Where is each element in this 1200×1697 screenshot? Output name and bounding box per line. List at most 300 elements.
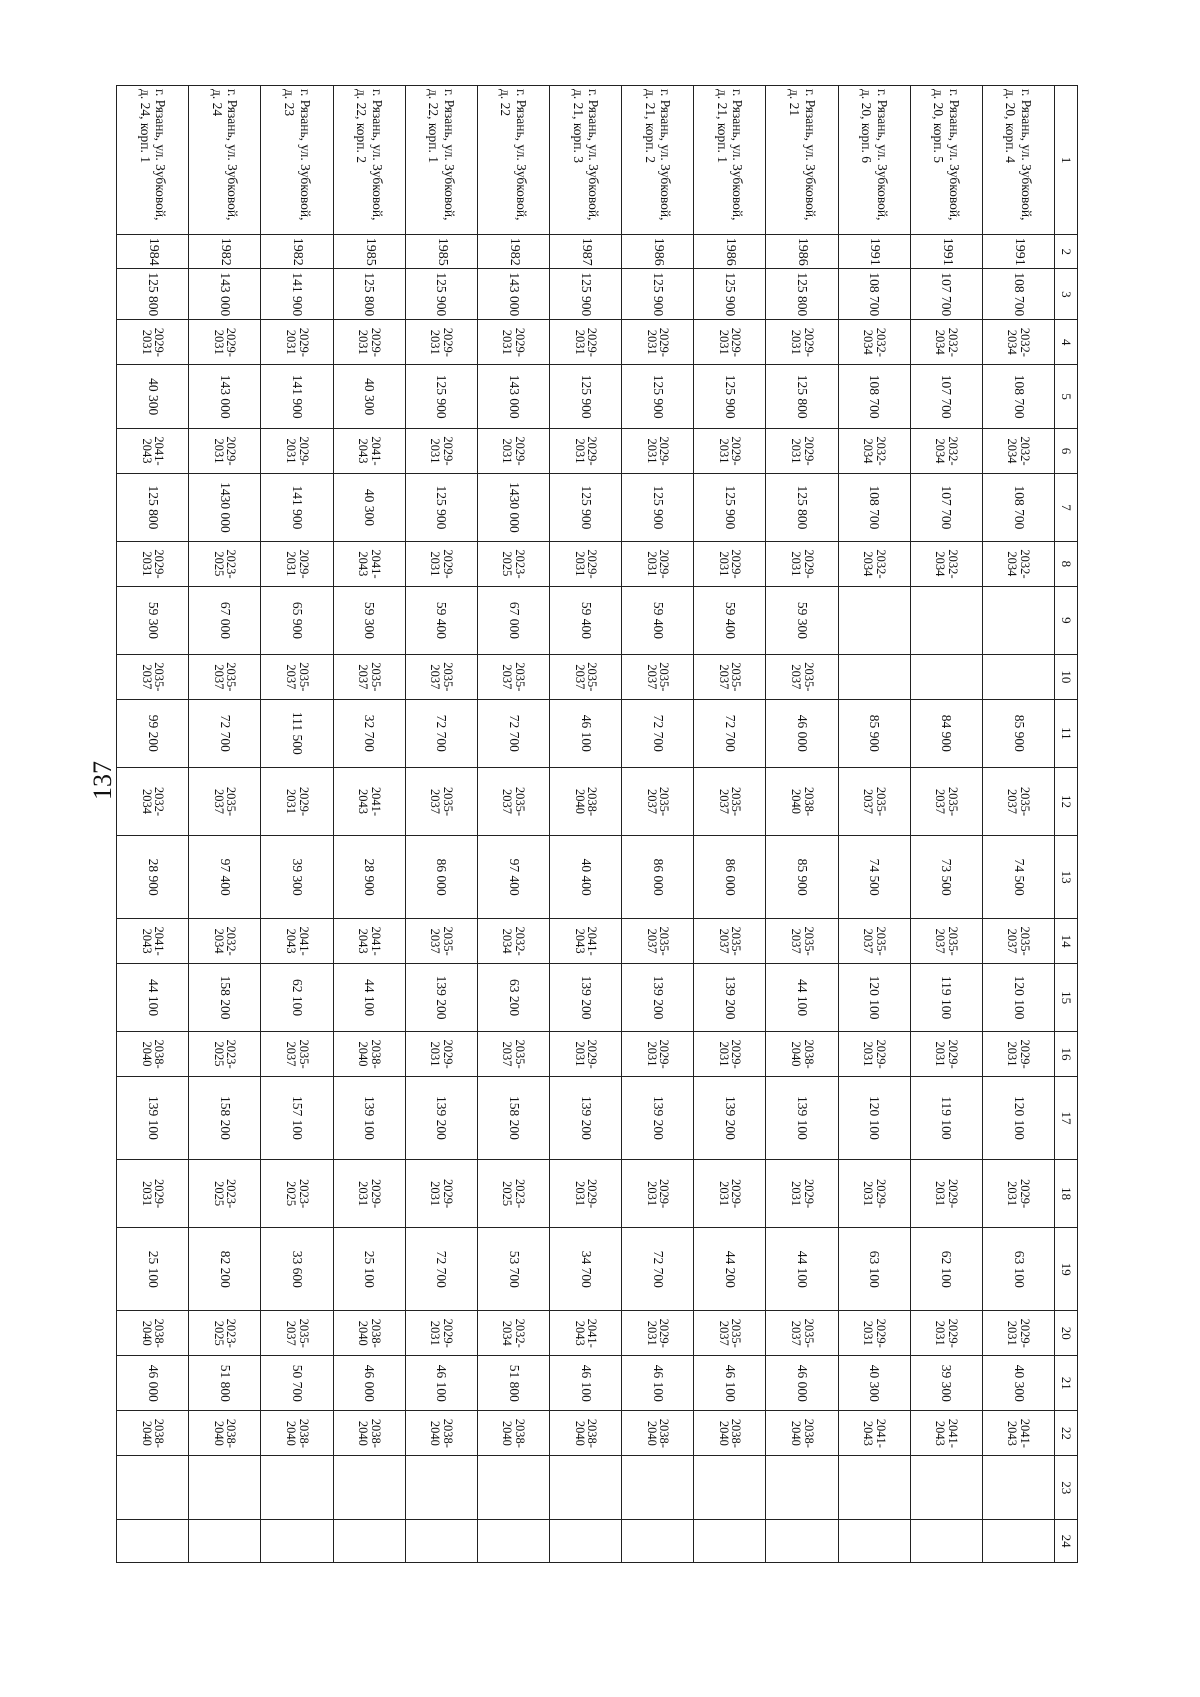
- period-cell: 2029- 2031: [405, 429, 477, 474]
- period-cell: 2035- 2037: [982, 919, 1054, 964]
- empty-cell: [766, 1456, 838, 1520]
- address-cell: г. Рязань, ул. Зубковой, д. 21, корп. 3: [550, 86, 622, 235]
- empty-cell: [477, 1520, 549, 1563]
- cost-cell: 59 400: [694, 586, 766, 654]
- period-cell: 2023- 2025: [261, 1160, 333, 1228]
- cost-cell: 74 500: [838, 836, 910, 919]
- empty-cell: [261, 1456, 333, 1520]
- period-cell: 2029- 2031: [910, 1160, 982, 1228]
- year-built-cell: 1982: [261, 235, 333, 269]
- period-cell: 2029- 2031: [622, 1160, 694, 1228]
- cost-cell: 40 300: [838, 1356, 910, 1411]
- period-cell: 2035- 2037: [261, 1032, 333, 1077]
- table-header-row: [1055, 86, 1078, 1563]
- period-cell: 2035- 2037: [766, 654, 838, 699]
- period-cell: 2032- 2034: [838, 429, 910, 474]
- period-cell: 2029- 2031: [405, 1311, 477, 1356]
- empty-cell: [982, 654, 1054, 699]
- cost-cell: 125 900: [405, 365, 477, 429]
- period-cell: 2032- 2034: [910, 320, 982, 365]
- period-cell: 2029- 2031: [694, 429, 766, 474]
- address-cell: г. Рязань, ул. Зубковой, д. 24: [189, 86, 261, 235]
- cost-cell: 72 700: [405, 699, 477, 767]
- column-header: 11: [1055, 699, 1078, 767]
- cost-cell: 28 900: [117, 836, 189, 919]
- cost-cell: 139 200: [694, 963, 766, 1031]
- period-cell: 2032- 2034: [910, 429, 982, 474]
- cost-cell: 46 100: [694, 1356, 766, 1411]
- cost-cell: 46 100: [550, 1356, 622, 1411]
- cost-cell: 125 800: [333, 269, 405, 320]
- period-cell: 2035- 2037: [405, 654, 477, 699]
- period-cell: 2035- 2037: [405, 767, 477, 835]
- period-cell: 2038- 2040: [261, 1411, 333, 1456]
- cost-cell: 25 100: [117, 1228, 189, 1311]
- period-cell: 2041- 2043: [333, 767, 405, 835]
- cost-cell: 125 800: [766, 473, 838, 541]
- address-cell: г. Рязань, ул. Зубковой, д. 22: [477, 86, 549, 235]
- period-cell: 2041- 2043: [910, 1411, 982, 1456]
- cost-cell: 139 200: [622, 963, 694, 1031]
- period-cell: 2035- 2037: [838, 919, 910, 964]
- cost-cell: 125 900: [405, 269, 477, 320]
- cost-cell: 108 700: [982, 365, 1054, 429]
- cost-cell: 67 000: [189, 586, 261, 654]
- cost-cell: 25 100: [333, 1228, 405, 1311]
- period-cell: 2035- 2037: [694, 919, 766, 964]
- cost-cell: 44 100: [333, 963, 405, 1031]
- table-row: [550, 86, 622, 1563]
- address-cell: г. Рязань, ул. Зубковой, д. 21, корп. 1: [694, 86, 766, 235]
- column-header: 14: [1055, 919, 1078, 964]
- empty-cell: [550, 1456, 622, 1520]
- period-cell: 2029- 2031: [910, 1032, 982, 1077]
- period-cell: 2035- 2037: [622, 654, 694, 699]
- cost-cell: 40 300: [333, 365, 405, 429]
- empty-cell: [910, 586, 982, 654]
- period-cell: 2023- 2025: [189, 1311, 261, 1356]
- period-cell: 2029- 2031: [838, 1032, 910, 1077]
- period-cell: 2038- 2040: [766, 1411, 838, 1456]
- period-cell: 2038- 2040: [333, 1032, 405, 1077]
- column-header: 10: [1055, 654, 1078, 699]
- period-cell: 2038- 2040: [766, 1032, 838, 1077]
- empty-cell: [694, 1520, 766, 1563]
- cost-cell: 40 400: [550, 836, 622, 919]
- period-cell: 2029- 2031: [189, 429, 261, 474]
- period-cell: 2023- 2025: [189, 1032, 261, 1077]
- period-cell: 2038- 2040: [766, 767, 838, 835]
- cost-cell: 59 400: [405, 586, 477, 654]
- cost-cell: 72 700: [694, 699, 766, 767]
- table-row: [694, 86, 766, 1563]
- cost-cell: 139 100: [766, 1076, 838, 1159]
- period-cell: 2035- 2037: [189, 654, 261, 699]
- cost-cell: 97 400: [477, 836, 549, 919]
- period-cell: 2029- 2031: [550, 1032, 622, 1077]
- column-header: 20: [1055, 1311, 1078, 1356]
- empty-cell: [982, 1520, 1054, 1563]
- period-cell: 2035- 2037: [477, 767, 549, 835]
- column-header: 13: [1055, 836, 1078, 919]
- column-header: 12: [1055, 767, 1078, 835]
- period-cell: 2038- 2040: [405, 1411, 477, 1456]
- cost-cell: 44 200: [694, 1228, 766, 1311]
- period-cell: 2029- 2031: [405, 320, 477, 365]
- address-cell: г. Рязань, ул. Зубковой, д. 23: [261, 86, 333, 235]
- period-cell: 2029- 2031: [550, 542, 622, 587]
- period-cell: 2032- 2034: [910, 542, 982, 587]
- period-cell: 2038- 2040: [550, 767, 622, 835]
- period-cell: 2035- 2037: [333, 654, 405, 699]
- address-cell: г. Рязань, ул. Зубковой, д. 22, корп. 2: [333, 86, 405, 235]
- empty-cell: [838, 1456, 910, 1520]
- address-cell: г. Рязань, ул. Зубковой, д. 20, корп. 6: [838, 86, 910, 235]
- period-cell: 2029- 2031: [261, 429, 333, 474]
- year-built-cell: 1987: [550, 235, 622, 269]
- cost-cell: 62 100: [910, 1228, 982, 1311]
- period-cell: 2035- 2037: [261, 1311, 333, 1356]
- cost-cell: 139 200: [694, 1076, 766, 1159]
- period-cell: 2029- 2031: [622, 1032, 694, 1077]
- cost-cell: 82 200: [189, 1228, 261, 1311]
- period-cell: 2035- 2037: [405, 919, 477, 964]
- period-cell: 2023- 2025: [477, 1160, 549, 1228]
- year-built-cell: 1982: [477, 235, 549, 269]
- address-cell: г. Рязань, ул. Зубковой, д. 21, корп. 2: [622, 86, 694, 235]
- cost-cell: 125 900: [405, 473, 477, 541]
- period-cell: 2041- 2043: [261, 919, 333, 964]
- cost-cell: 33 600: [261, 1228, 333, 1311]
- period-cell: 2029- 2031: [622, 1311, 694, 1356]
- empty-cell: [766, 1520, 838, 1563]
- period-cell: 2032- 2034: [982, 542, 1054, 587]
- period-cell: 2029- 2031: [694, 1160, 766, 1228]
- period-cell: 2041- 2043: [550, 1311, 622, 1356]
- column-header: 6: [1055, 429, 1078, 474]
- period-cell: 2038- 2040: [622, 1411, 694, 1456]
- period-cell: 2029- 2031: [694, 1032, 766, 1077]
- empty-cell: [550, 1520, 622, 1563]
- empty-cell: [982, 1456, 1054, 1520]
- period-cell: 2038- 2040: [189, 1411, 261, 1456]
- period-cell: 2029- 2031: [261, 542, 333, 587]
- cost-cell: 1430 000: [189, 473, 261, 541]
- period-cell: 2029- 2031: [622, 542, 694, 587]
- cost-cell: 46 100: [550, 699, 622, 767]
- cost-cell: 108 700: [838, 365, 910, 429]
- period-cell: 2029- 2031: [982, 1311, 1054, 1356]
- cost-cell: 107 700: [910, 269, 982, 320]
- cost-cell: 63 100: [838, 1228, 910, 1311]
- period-cell: 2032- 2034: [117, 767, 189, 835]
- period-cell: 2029- 2031: [477, 429, 549, 474]
- period-cell: 2038- 2040: [117, 1032, 189, 1077]
- cost-cell: 67 000: [477, 586, 549, 654]
- cost-cell: 119 100: [910, 963, 982, 1031]
- period-cell: 2041- 2043: [333, 919, 405, 964]
- year-built-cell: 1986: [694, 235, 766, 269]
- year-built-cell: 1986: [622, 235, 694, 269]
- cost-cell: 120 100: [982, 963, 1054, 1031]
- table-row: [982, 86, 1054, 1563]
- period-cell: 2029- 2031: [550, 320, 622, 365]
- table-row: [261, 86, 333, 1563]
- period-cell: 2023- 2025: [477, 542, 549, 587]
- cost-cell: 74 500: [982, 836, 1054, 919]
- cost-cell: 51 800: [189, 1356, 261, 1411]
- cost-cell: 111 500: [261, 699, 333, 767]
- cost-cell: 72 700: [405, 1228, 477, 1311]
- cost-cell: 44 100: [766, 1228, 838, 1311]
- period-cell: 2035- 2037: [189, 767, 261, 835]
- column-header: 3: [1055, 269, 1078, 320]
- cost-cell: 120 100: [982, 1076, 1054, 1159]
- period-cell: 2029- 2031: [982, 1032, 1054, 1077]
- column-header: 8: [1055, 542, 1078, 587]
- cost-cell: 125 900: [694, 365, 766, 429]
- address-cell: г. Рязань, ул. Зубковой, д. 21: [766, 86, 838, 235]
- year-built-cell: 1985: [405, 235, 477, 269]
- cost-cell: 108 700: [838, 473, 910, 541]
- cost-cell: 53 700: [477, 1228, 549, 1311]
- period-cell: 2029- 2031: [261, 320, 333, 365]
- period-cell: 2041- 2043: [333, 429, 405, 474]
- cost-cell: 139 100: [117, 1076, 189, 1159]
- period-cell: 2041- 2043: [550, 919, 622, 964]
- period-cell: 2035- 2037: [550, 654, 622, 699]
- cost-cell: 72 700: [189, 699, 261, 767]
- cost-cell: 108 700: [838, 269, 910, 320]
- cost-cell: 59 400: [550, 586, 622, 654]
- table-row: [477, 86, 549, 1563]
- cost-cell: 97 400: [189, 836, 261, 919]
- cost-cell: 59 400: [622, 586, 694, 654]
- empty-cell: [261, 1520, 333, 1563]
- period-cell: 2041- 2043: [838, 1411, 910, 1456]
- table-row: [117, 86, 189, 1563]
- cost-cell: 73 500: [910, 836, 982, 919]
- cost-cell: 85 900: [982, 699, 1054, 767]
- column-header: 16: [1055, 1032, 1078, 1077]
- cost-cell: 125 900: [694, 473, 766, 541]
- period-cell: 2041- 2043: [117, 919, 189, 964]
- period-cell: 2038- 2040: [117, 1311, 189, 1356]
- cost-cell: 120 100: [838, 963, 910, 1031]
- period-cell: 2029- 2031: [261, 767, 333, 835]
- period-cell: 2029- 2031: [333, 1160, 405, 1228]
- table-row: [766, 86, 838, 1563]
- empty-cell: [405, 1520, 477, 1563]
- capital-repair-table: [116, 85, 1078, 1563]
- empty-cell: [333, 1520, 405, 1563]
- period-cell: 2032- 2034: [189, 919, 261, 964]
- cost-cell: 39 300: [910, 1356, 982, 1411]
- cost-cell: 62 100: [261, 963, 333, 1031]
- cost-cell: 125 900: [694, 269, 766, 320]
- empty-cell: [477, 1456, 549, 1520]
- year-built-cell: 1991: [982, 235, 1054, 269]
- address-cell: г. Рязань, ул. Зубковой, д. 24, корп. 1: [117, 86, 189, 235]
- period-cell: 2035- 2037: [838, 767, 910, 835]
- cost-cell: 99 200: [117, 699, 189, 767]
- period-cell: 2035- 2037: [622, 919, 694, 964]
- empty-cell: [117, 1520, 189, 1563]
- column-header: 1: [1055, 86, 1078, 235]
- cost-cell: 125 800: [117, 473, 189, 541]
- period-cell: 2029- 2031: [550, 429, 622, 474]
- period-cell: 2029- 2031: [117, 542, 189, 587]
- cost-cell: 158 200: [189, 1076, 261, 1159]
- cost-cell: 46 000: [766, 1356, 838, 1411]
- period-cell: 2035- 2037: [766, 1311, 838, 1356]
- column-header: 19: [1055, 1228, 1078, 1311]
- period-cell: 2029- 2031: [982, 1160, 1054, 1228]
- period-cell: 2029- 2031: [622, 429, 694, 474]
- cost-cell: 139 200: [405, 1076, 477, 1159]
- empty-cell: [982, 586, 1054, 654]
- cost-cell: 86 000: [405, 836, 477, 919]
- cost-cell: 158 200: [189, 963, 261, 1031]
- period-cell: 2029- 2031: [694, 320, 766, 365]
- period-cell: 2035- 2037: [694, 767, 766, 835]
- period-cell: 2029- 2031: [694, 542, 766, 587]
- period-cell: 2041- 2043: [117, 429, 189, 474]
- period-cell: 2029- 2031: [622, 320, 694, 365]
- empty-cell: [910, 1456, 982, 1520]
- year-built-cell: 1985: [333, 235, 405, 269]
- column-header: 24: [1055, 1520, 1078, 1563]
- period-cell: 2029- 2031: [766, 542, 838, 587]
- period-cell: 2041- 2043: [982, 1411, 1054, 1456]
- cost-cell: 44 100: [766, 963, 838, 1031]
- period-cell: 2029- 2031: [838, 1160, 910, 1228]
- period-cell: 2029- 2031: [405, 1160, 477, 1228]
- cost-cell: 125 900: [550, 269, 622, 320]
- cost-cell: 86 000: [622, 836, 694, 919]
- period-cell: 2032- 2034: [982, 320, 1054, 365]
- cost-cell: 143 000: [189, 269, 261, 320]
- period-cell: 2029- 2031: [189, 320, 261, 365]
- period-cell: 2035- 2037: [622, 767, 694, 835]
- period-cell: 2035- 2037: [477, 654, 549, 699]
- period-cell: 2038- 2040: [333, 1411, 405, 1456]
- rotated-table-wrapper: [116, 85, 1078, 1563]
- empty-cell: [838, 654, 910, 699]
- empty-cell: [189, 1520, 261, 1563]
- year-built-cell: 1991: [910, 235, 982, 269]
- cost-cell: 125 800: [766, 365, 838, 429]
- empty-cell: [838, 1520, 910, 1563]
- table-row: [333, 86, 405, 1563]
- table-row: [910, 86, 982, 1563]
- column-header: 17: [1055, 1076, 1078, 1159]
- column-header: 23: [1055, 1456, 1078, 1520]
- period-cell: 2029- 2031: [117, 1160, 189, 1228]
- cost-cell: 139 200: [405, 963, 477, 1031]
- cost-cell: 143 000: [477, 269, 549, 320]
- period-cell: 2035- 2037: [477, 1032, 549, 1077]
- cost-cell: 125 900: [622, 473, 694, 541]
- period-cell: 2029- 2031: [117, 320, 189, 365]
- cost-cell: 72 700: [477, 699, 549, 767]
- cost-cell: 125 900: [622, 365, 694, 429]
- year-built-cell: 1984: [117, 235, 189, 269]
- cost-cell: 46 100: [622, 1356, 694, 1411]
- cost-cell: 65 900: [261, 586, 333, 654]
- period-cell: 2038- 2040: [117, 1411, 189, 1456]
- cost-cell: 141 900: [261, 365, 333, 429]
- cost-cell: 59 300: [117, 586, 189, 654]
- table-row: [405, 86, 477, 1563]
- cost-cell: 125 800: [117, 269, 189, 320]
- period-cell: 2032- 2034: [838, 320, 910, 365]
- cost-cell: 125 900: [622, 269, 694, 320]
- table-body: [117, 86, 1055, 1563]
- table-row: [189, 86, 261, 1563]
- period-cell: 2029- 2031: [477, 320, 549, 365]
- cost-cell: 143 000: [477, 365, 549, 429]
- cost-cell: 108 700: [982, 473, 1054, 541]
- period-cell: 2038- 2040: [477, 1411, 549, 1456]
- table-row: [622, 86, 694, 1563]
- period-cell: 2038- 2040: [694, 1411, 766, 1456]
- cost-cell: 40 300: [333, 473, 405, 541]
- page-number: 137: [88, 761, 117, 800]
- period-cell: 2032- 2034: [477, 1311, 549, 1356]
- cost-cell: 34 700: [550, 1228, 622, 1311]
- cost-cell: 86 000: [694, 836, 766, 919]
- cost-cell: 107 700: [910, 473, 982, 541]
- cost-cell: 46 000: [117, 1356, 189, 1411]
- cost-cell: 59 300: [333, 586, 405, 654]
- year-built-cell: 1986: [766, 235, 838, 269]
- year-built-cell: 1982: [189, 235, 261, 269]
- period-cell: 2029- 2031: [333, 320, 405, 365]
- cost-cell: 44 100: [117, 963, 189, 1031]
- empty-cell: [694, 1456, 766, 1520]
- period-cell: 2023- 2025: [189, 542, 261, 587]
- cost-cell: 141 900: [261, 473, 333, 541]
- period-cell: 2035- 2037: [910, 919, 982, 964]
- empty-cell: [405, 1456, 477, 1520]
- period-cell: 2029- 2031: [766, 320, 838, 365]
- cost-cell: 46 000: [333, 1356, 405, 1411]
- cost-cell: 120 100: [838, 1076, 910, 1159]
- cost-cell: 50 700: [261, 1356, 333, 1411]
- empty-cell: [189, 1456, 261, 1520]
- year-built-cell: 1991: [838, 235, 910, 269]
- cost-cell: 63 200: [477, 963, 549, 1031]
- cost-cell: 40 300: [117, 365, 189, 429]
- cost-cell: 125 900: [550, 365, 622, 429]
- period-cell: 2038- 2040: [333, 1311, 405, 1356]
- cost-cell: 32 700: [333, 699, 405, 767]
- cost-cell: 139 100: [333, 1076, 405, 1159]
- column-header: 5: [1055, 365, 1078, 429]
- period-cell: 2035- 2037: [910, 767, 982, 835]
- cost-cell: 84 900: [910, 699, 982, 767]
- cost-cell: 85 900: [766, 836, 838, 919]
- cost-cell: 108 700: [982, 269, 1054, 320]
- empty-cell: [910, 654, 982, 699]
- cost-cell: 40 300: [982, 1356, 1054, 1411]
- cost-cell: 63 100: [982, 1228, 1054, 1311]
- cost-cell: 72 700: [622, 699, 694, 767]
- address-cell: г. Рязань, ул. Зубковой, д. 20, корп. 4: [982, 86, 1054, 235]
- cost-cell: 139 200: [550, 1076, 622, 1159]
- address-cell: г. Рязань, ул. Зубковой, д. 20, корп. 5: [910, 86, 982, 235]
